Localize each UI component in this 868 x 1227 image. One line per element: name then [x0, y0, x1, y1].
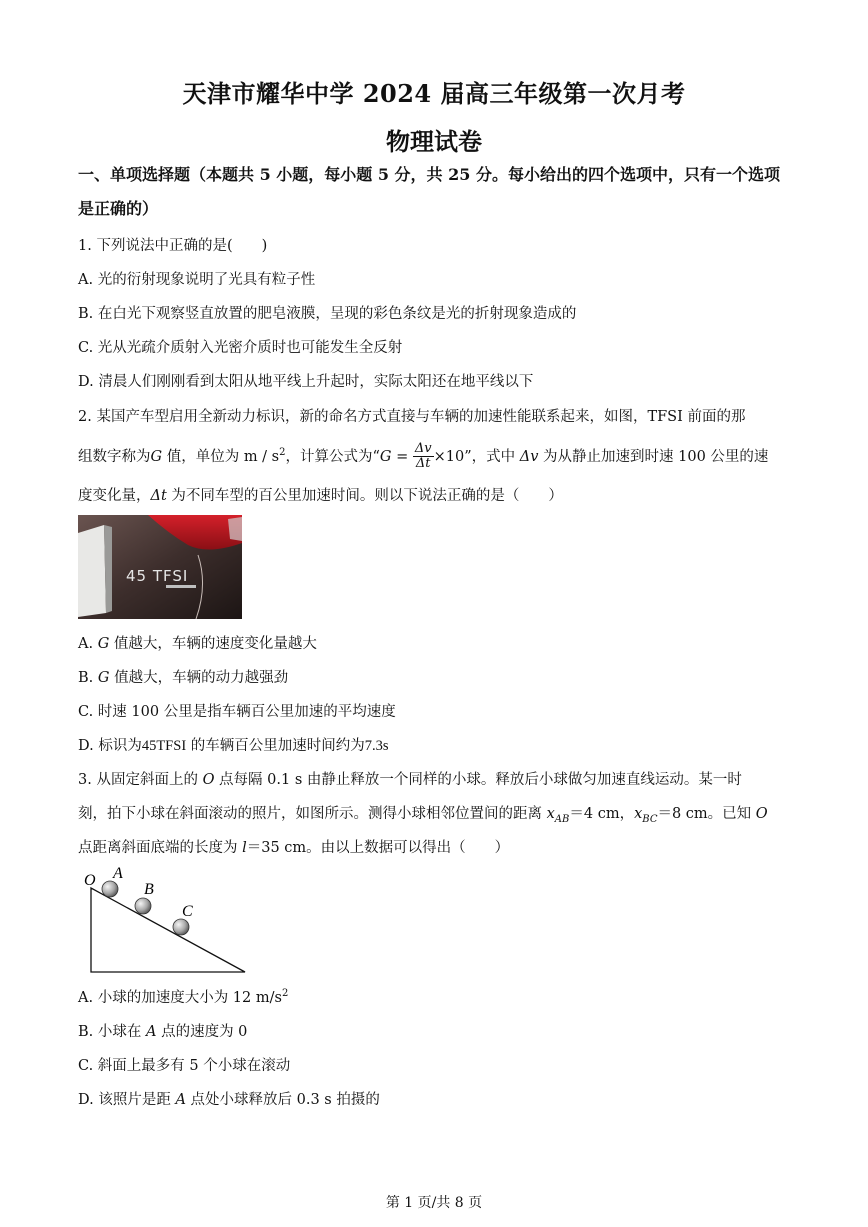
q1-option-a: A. 光的衍射现象说明了光具有粒子性 [78, 272, 316, 288]
q3-option-a [78, 986, 798, 1007]
q2-text: 组数字称为 [78, 448, 151, 465]
option-text: 值越大，车辆的速度变化量越大 [109, 636, 317, 652]
q2-text: 为不同车型的百公里加速时间。则以下说法正确的是（ ） [166, 488, 563, 504]
option-text: D. 该照片是距 [78, 1092, 176, 1108]
q3-text: ＝4 cm， [569, 806, 635, 822]
section-heading: 一、单项选择题（本题共 5 小题，每小题 5 分，共 25 分。每小给出的四个选项中，只有一个选项是正确的） [78, 165, 780, 218]
x-ab: x [546, 806, 555, 822]
label-c: C [182, 903, 193, 920]
q3-text: ＝35 cm。由以上数据可以得出（ ） [246, 840, 510, 856]
g-symbol: G [97, 670, 110, 686]
q1-option-b: B. 在白光下观察竖直放置的肥皂液膜，呈现的彩色条纹是光的折射现象造成的 [78, 306, 577, 322]
q3-text: 点距离斜面底端的长度为 [78, 840, 243, 856]
q3-text: ＝8 cm。已知 [657, 806, 756, 822]
length-l: l [242, 840, 247, 856]
q1-option-c: C. 光从光疏介质射入光密介质时也可能发生全反射 [78, 340, 403, 356]
formula-lhs: G = [379, 448, 409, 465]
ball-c [173, 919, 189, 935]
x-bc: x [634, 806, 643, 822]
q1-option-d: D. 清晨人们刚刚看到太阳从地平线上升起时，实际太阳还在地平线以下 [78, 374, 534, 390]
exam-subtitle: 物理试卷 [386, 127, 482, 156]
car-badge-photo [78, 515, 242, 619]
point-o: O [755, 806, 768, 822]
option-text: B. 小球在 [78, 1024, 146, 1040]
label-o: O [84, 872, 96, 889]
incline-triangle [91, 888, 245, 972]
q3-stem-line2 [78, 802, 798, 825]
option-text: 点的速度为 0 [156, 1024, 248, 1040]
q3-text: 刻，拍下小球在斜面滚动的照片，如图所示。测得小球相邻位置间的距离 [78, 806, 547, 822]
point-o: O [202, 772, 215, 788]
q1-stem: 1. 下列说法中正确的是( ) [78, 238, 268, 254]
delta-v: Δv [519, 448, 539, 465]
q2-stem-line3 [78, 484, 798, 505]
option-text: 的车辆百公里加速时间约为 [186, 738, 365, 754]
q3-option-b [78, 1020, 798, 1041]
option-text: A. 小球的加速度大小为 12 m/s [78, 990, 282, 1006]
q3-option-d [78, 1088, 798, 1109]
q2-stem-line2 [78, 436, 798, 474]
q2-text: ，计算公式为“ [285, 448, 380, 465]
option-text: 值越大，车辆的动力越强劲 [109, 670, 289, 686]
q2-text: 度变化量， [78, 488, 151, 504]
unit-exponent: 2 [279, 447, 286, 458]
delta-t: Δt [150, 488, 167, 504]
q2-option-b [78, 666, 798, 687]
x-bc-subscript: BC [642, 813, 658, 825]
label-a: A [113, 866, 123, 882]
unit: m / s [243, 448, 280, 465]
q3-option-c: C. 斜面上最多有 5 个小球在滚动 [78, 1058, 291, 1074]
badge-code: 45TFSI [141, 738, 187, 754]
q3-stem-line1 [78, 768, 798, 789]
point-a: A [145, 1024, 157, 1040]
q2-text: 值，单位为 [162, 448, 244, 465]
formula-numerator: Δv [414, 441, 432, 457]
label-b: B [144, 881, 154, 898]
q3-text: 点每隔 0.1 s 由静止释放一个同样的小球。释放后小球做匀加速直线运动。某一时 [214, 772, 742, 788]
q2-option-d [78, 734, 798, 755]
g-symbol: G [150, 448, 163, 465]
q3-text: 3. 从固定斜面上的 [78, 772, 203, 788]
ball-a [102, 881, 118, 897]
formula-tail: ×10 [433, 448, 465, 465]
unit-exponent: 2 [281, 988, 289, 1000]
ball-b [135, 898, 151, 914]
q2-text: 为从静止加速到时速 100 公里的速 [538, 448, 769, 465]
g-symbol: G [97, 636, 110, 652]
option-text: D. 标识为 [78, 738, 142, 754]
formula-fraction [413, 442, 434, 471]
x-ab-subscript: AB [554, 813, 570, 825]
option-prefix: B. [78, 670, 98, 686]
q2-option-a [78, 632, 798, 653]
q3-stem-line3 [78, 836, 798, 857]
option-prefix: A. [78, 636, 98, 652]
badge-text: 45 TFSI [126, 567, 189, 585]
formula-denominator: Δt [415, 456, 431, 472]
point-a: A [175, 1092, 186, 1108]
incline-diagram [78, 866, 258, 978]
q2-stem-line1: 2. 某国产车型启用全新动力标识，新的命名方式直接与车辆的加速性能联系起来，如图，TFSI 前面的那 [78, 409, 746, 425]
option-text: 点处小球释放后 0.3 s 拍摄的 [185, 1092, 380, 1108]
exam-title: 天津市耀华中学 2024 届高三年级第一次月考 [182, 79, 686, 108]
time-value: 7.3s [364, 738, 389, 754]
q2-option-c: C. 时速 100 公里是指车辆百公里加速的平均速度 [78, 704, 396, 720]
q2-text: ”，式中 [464, 448, 520, 465]
page-footer: 第 1 页/共 8 页 [385, 1195, 483, 1211]
